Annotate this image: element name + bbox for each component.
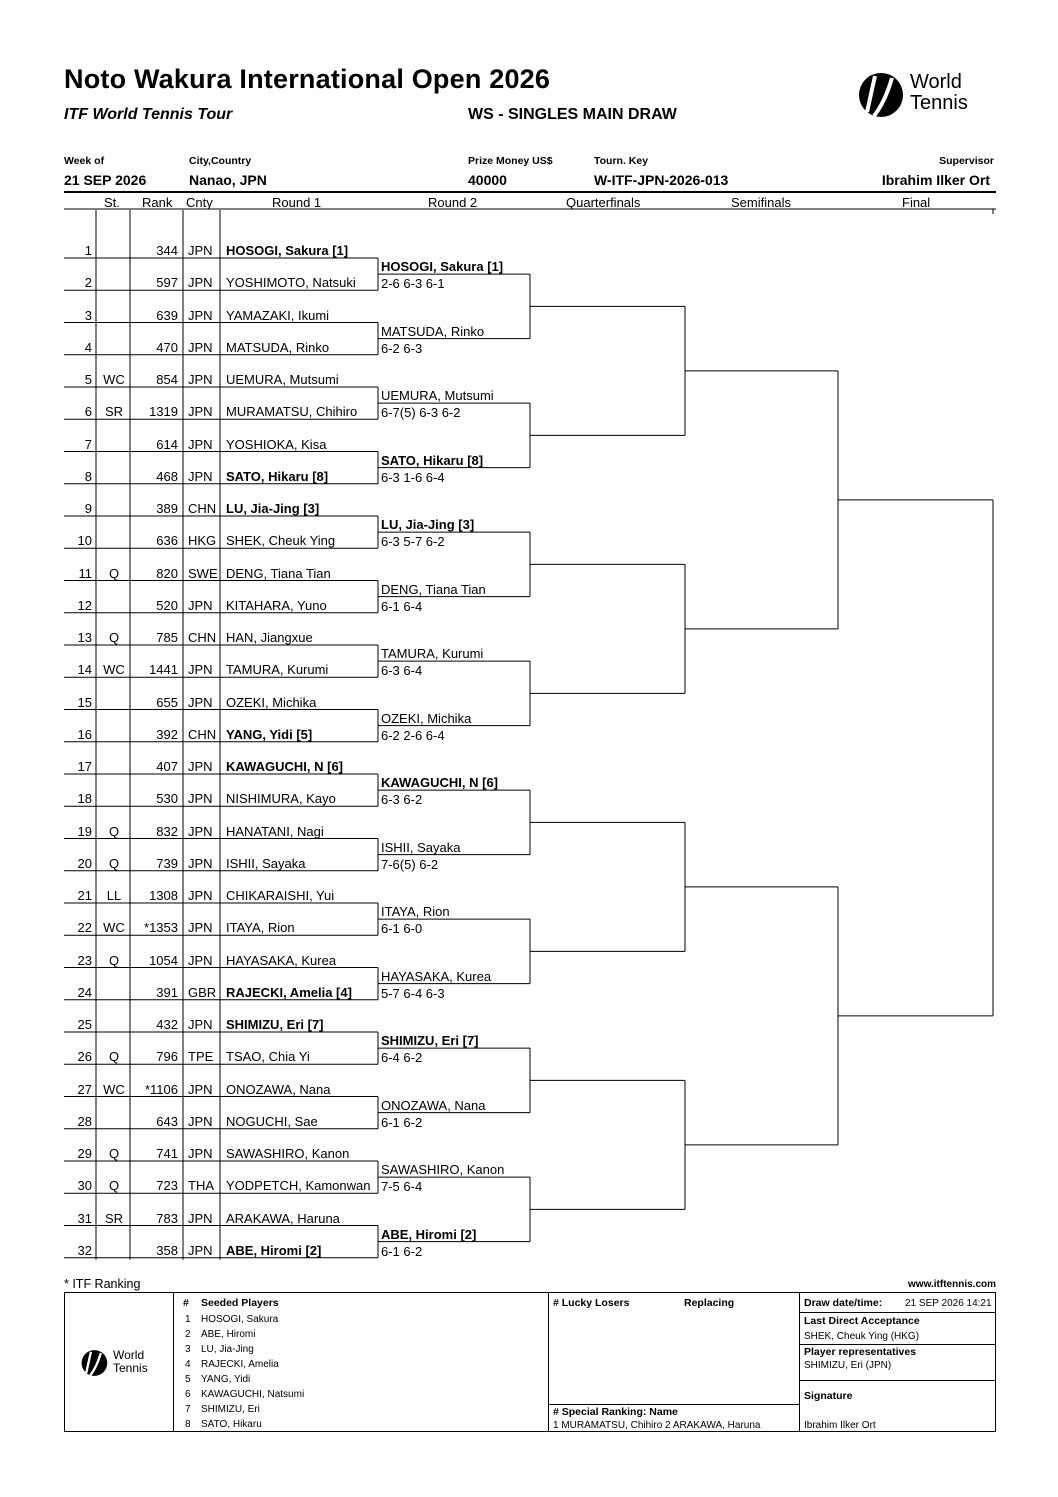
player-rank: 391 [156, 984, 178, 1000]
player-rank: 723 [156, 1178, 178, 1194]
player-rank: 392 [156, 726, 178, 742]
player-rank: 796 [156, 1049, 178, 1065]
entry-status: Q [108, 1146, 120, 1161]
player-name: ONOZAWA, Nana [226, 1081, 331, 1097]
player-name: ITAYA, Rion [226, 920, 295, 936]
itf-ranking-note: * ITF Ranking [64, 1277, 141, 1291]
supervisor-value: Ibrahim Ilker Ort [881, 172, 990, 188]
player-country: JPN [188, 597, 213, 613]
seeded-header: Seeded Players [201, 1297, 279, 1309]
world-tennis-icon [81, 1349, 109, 1377]
special-ranking-header: # Special Ranking: Name [553, 1406, 678, 1418]
player-country: GBR [188, 984, 217, 1000]
player-country: JPN [188, 920, 213, 936]
player-rank: 655 [156, 694, 178, 710]
seed-number: 7 [185, 1404, 191, 1415]
player-name: UEMURA, Mutsumi [226, 372, 339, 387]
player-rank: 520 [156, 597, 178, 613]
player-rank: *1106 [144, 1081, 178, 1097]
player-rank: 783 [156, 1210, 178, 1226]
player-country: JPN [188, 694, 213, 710]
player-country: JPN [188, 1113, 213, 1129]
player-country: JPN [188, 791, 213, 807]
r2-score: 6-1 6-2 [381, 1243, 423, 1259]
r2-winner: KAWAGUCHI, N [6] [381, 775, 498, 791]
entry-status: WC [103, 372, 125, 387]
player-country: HKG [188, 533, 217, 549]
col-rank: Rank [142, 195, 173, 210]
player-rank: 639 [156, 307, 178, 323]
seed-position: 4 [84, 339, 92, 355]
player-rank: 1319 [149, 404, 178, 420]
seed-position: 29 [77, 1146, 92, 1161]
player-rank: 854 [156, 372, 178, 387]
seed-position: 31 [77, 1210, 92, 1226]
seed-name: SHIMIZU, Eri [201, 1404, 260, 1415]
player-rank: 530 [156, 791, 178, 807]
player-name: LU, Jia-Jing [3] [226, 501, 320, 516]
r2-winner: ONOZAWA, Nana [381, 1097, 486, 1113]
player-country: JPN [188, 662, 213, 678]
player-country: JPN [188, 404, 213, 420]
player-name: SAWASHIRO, Kanon [226, 1146, 350, 1161]
seed-position: 10 [77, 533, 92, 549]
prize-value: 40000 [468, 172, 507, 188]
col-semifinals: Semifinals [731, 195, 791, 210]
special-ranking-value: 1 MURAMATSU, Chihiro 2 ARAKAWA, Haruna [553, 1420, 761, 1431]
lda-label: Last Direct Acceptance [804, 1315, 920, 1327]
player-name: NISHIMURA, Kayo [226, 791, 336, 807]
draw-date-value: 21 SEP 2026 14:21 [905, 1298, 992, 1309]
entry-status: Q [108, 1178, 120, 1194]
col-cnty: Cnty [186, 195, 213, 210]
seeded-hash: # [183, 1297, 189, 1309]
week-value: 21 SEP 2026 [64, 172, 147, 188]
page-title: Noto Wakura International Open 2026 [64, 64, 551, 94]
r2-winner: ISHII, Sayaka [381, 839, 461, 855]
player-country: JPN [188, 1017, 213, 1032]
r2-winner: SHIMIZU, Eri [7] [381, 1033, 479, 1049]
city-value: Nanao, JPN [189, 172, 267, 188]
footer-logo [81, 1349, 161, 1379]
player-rank: 1308 [149, 888, 178, 903]
player-country: JPN [188, 275, 213, 291]
player-rank: 643 [156, 1113, 178, 1129]
player-name: CHIKARAISHI, Yui [226, 888, 335, 903]
r2-winner: ABE, Hiromi [2] [381, 1226, 477, 1242]
city-label: City,Country [189, 155, 252, 167]
seed-number: 8 [185, 1419, 191, 1430]
player-name: HAN, Jiangxue [226, 630, 313, 645]
entry-status: Q [108, 630, 120, 645]
player-rank: 358 [156, 1242, 178, 1258]
player-country: SWE [188, 565, 218, 581]
seed-position: 28 [77, 1113, 92, 1129]
r2-score: 7-6(5) 6-2 [381, 856, 439, 872]
r2-winner: TAMURA, Kurumi [381, 646, 484, 662]
draw-date-label: Draw date/time: [804, 1297, 883, 1309]
col-st: St. [104, 195, 120, 210]
player-name: ABE, Hiromi [2] [226, 1242, 322, 1258]
seed-position: 9 [84, 501, 92, 516]
player-rank: 344 [156, 243, 178, 258]
seed-name: LU, Jia-Jing [201, 1344, 254, 1355]
signature-value: Ibrahim Ilker Ort [804, 1420, 876, 1431]
seed-position: 25 [77, 1017, 92, 1032]
player-rank: 468 [156, 468, 178, 484]
player-country: JPN [188, 243, 213, 258]
player-rank: 432 [156, 1017, 178, 1032]
player-name: YOSHIMOTO, Natsuki [226, 275, 356, 291]
player-name: YAMAZAKI, Ikumi [226, 307, 330, 323]
player-rank: 389 [156, 501, 178, 516]
player-country: JPN [188, 436, 213, 452]
player-name: NOGUCHI, Sae [226, 1113, 318, 1129]
player-rank: 1054 [149, 952, 178, 968]
website: www.itftennis.com [908, 1279, 996, 1290]
r2-score: 2-6 6-3 6-1 [381, 276, 445, 292]
seed-position: 2 [84, 275, 92, 291]
r2-score: 6-7(5) 6-3 6-2 [381, 405, 461, 421]
player-name: MURAMATSU, Chihiro [226, 404, 358, 420]
r2-score: 6-2 6-3 [381, 340, 423, 356]
entry-status: WC [103, 1081, 125, 1097]
seed-number: 1 [185, 1314, 191, 1325]
player-rank: 636 [156, 533, 178, 549]
r2-score: 6-1 6-4 [381, 598, 423, 614]
r2-score: 6-1 6-2 [381, 1114, 423, 1130]
entry-status: SR [104, 1210, 124, 1226]
seed-position: 27 [77, 1081, 92, 1097]
player-name: TAMURA, Kurumi [226, 662, 329, 678]
lda-value: SHEK, Cheuk Ying (HKG) [804, 1331, 920, 1342]
key-label: Tourn. Key [594, 155, 649, 167]
seed-position: 12 [77, 597, 92, 613]
r2-score: 6-2 2-6 6-4 [381, 727, 445, 743]
entry-status: WC [103, 662, 125, 678]
player-name: ARAKAWA, Haruna [226, 1210, 340, 1226]
logo-word-1: World [910, 71, 962, 93]
seed-name: ABE, Hiromi [201, 1329, 256, 1340]
r2-score: 6-3 6-2 [381, 792, 423, 808]
lucky-losers-header: # Lucky Losers [553, 1297, 630, 1309]
prize-label: Prize Money US$ [468, 155, 553, 167]
col-quarterfinals: Quarterfinals [566, 195, 641, 210]
r2-winner: HOSOGI, Sakura [1] [381, 259, 504, 275]
player-name: DENG, Tiana Tian [226, 565, 331, 581]
seed-position: 15 [77, 694, 92, 710]
r2-winner: LU, Jia-Jing [3] [381, 517, 475, 533]
seed-position: 1 [84, 243, 92, 258]
seed-position: 5 [84, 372, 92, 387]
seed-position: 16 [77, 726, 92, 742]
entry-status: Q [108, 855, 120, 871]
r2-winner: OZEKI, Michika [381, 710, 472, 726]
seed-name: SATO, Hikaru [201, 1419, 262, 1430]
footer-divider-1 [173, 1293, 174, 1431]
seed-name: KAWAGUCHI, Natsumi [201, 1389, 305, 1400]
seed-position: 22 [77, 920, 92, 936]
footer-logo-word-2: Tennis [113, 1361, 148, 1375]
player-country: JPN [188, 1210, 213, 1226]
player-rank: 597 [156, 275, 178, 291]
player-country: JPN [188, 855, 213, 871]
player-country: CHN [188, 630, 217, 645]
player-country: JPN [188, 339, 213, 355]
player-country: TPE [188, 1049, 214, 1065]
seed-position: 14 [77, 662, 92, 678]
player-name: RAJECKI, Amelia [4] [226, 984, 352, 1000]
r2-winner: HAYASAKA, Kurea [381, 968, 492, 984]
seed-position: 21 [77, 888, 92, 903]
footer-rule-b [799, 1344, 995, 1345]
entry-status: Q [108, 565, 120, 581]
seed-position: 7 [84, 436, 92, 452]
footer-logo-word-1: World [113, 1348, 145, 1362]
week-label: Week of [64, 155, 105, 167]
r2-score: 6-3 5-7 6-2 [381, 534, 445, 550]
player-rank: 614 [156, 436, 178, 452]
seed-name: HOSOGI, Sakura [201, 1314, 279, 1325]
seed-position: 19 [77, 823, 92, 839]
col-round2: Round 2 [428, 195, 478, 210]
player-name: YOSHIOKA, Kisa [226, 436, 327, 452]
footer-divider-3 [799, 1293, 800, 1431]
seed-position: 13 [77, 630, 92, 645]
player-name: SATO, Hikaru [8] [226, 468, 329, 484]
player-name: HAYASAKA, Kurea [226, 952, 337, 968]
entry-status: LL [106, 888, 122, 903]
entry-status: Q [108, 1049, 120, 1065]
col-round1: Round 1 [272, 195, 322, 210]
r2-winner: UEMURA, Mutsumi [381, 388, 494, 404]
player-rank: 820 [156, 565, 178, 581]
player-country: JPN [188, 888, 213, 903]
seed-number: 2 [185, 1329, 191, 1340]
seed-position: 20 [77, 855, 92, 871]
player-rank: *1353 [144, 920, 178, 936]
seed-position: 18 [77, 791, 92, 807]
player-country: JPN [188, 823, 213, 839]
replacing-header: Replacing [684, 1297, 735, 1309]
seed-position: 3 [84, 307, 92, 323]
seed-number: 3 [185, 1344, 191, 1355]
player-name: KITAHARA, Yuno [226, 597, 327, 613]
player-name: YANG, Yidi [5] [226, 726, 313, 742]
supervisor-label: Supervisor [939, 155, 994, 167]
player-country: JPN [188, 1242, 213, 1258]
player-rank: 785 [156, 630, 178, 645]
player-country: JPN [188, 468, 213, 484]
r2-winner: SATO, Hikaru [8] [381, 452, 484, 468]
player-rank: 741 [156, 1146, 178, 1161]
seed-number: 4 [185, 1359, 191, 1370]
footer-rule-a [799, 1312, 995, 1313]
r2-score: 6-1 6-0 [381, 921, 423, 937]
seed-position: 24 [77, 984, 92, 1000]
col-final: Final [902, 195, 931, 210]
player-name: KAWAGUCHI, N [6] [226, 759, 343, 774]
r2-winner: MATSUDA, Rinko [381, 323, 485, 339]
r2-winner: DENG, Tiana Tian [381, 581, 486, 597]
footer-rule-c [799, 1380, 995, 1381]
player-name: OZEKI, Michika [226, 694, 317, 710]
entry-status: WC [103, 920, 125, 936]
seed-position: 30 [77, 1178, 92, 1194]
player-rep-label: Player representatives [804, 1346, 917, 1358]
seed-position: 32 [77, 1242, 92, 1258]
player-name: SHEK, Cheuk Ying [226, 533, 336, 549]
seed-name: RAJECKI, Amelia [201, 1359, 279, 1370]
player-country: JPN [188, 1081, 213, 1097]
player-country: JPN [188, 307, 213, 323]
footer-box [64, 1292, 996, 1432]
footer-divider-2 [548, 1293, 549, 1431]
player-rank: 470 [156, 339, 178, 355]
r2-winner: SAWASHIRO, Kanon [381, 1162, 505, 1178]
seed-name: YANG, Yidi [201, 1374, 251, 1385]
player-name: MATSUDA, Rinko [226, 339, 330, 355]
seed-position: 17 [77, 759, 92, 774]
seed-position: 8 [84, 468, 92, 484]
r2-score: 6-3 1-6 6-4 [381, 469, 445, 485]
player-country: THA [188, 1178, 214, 1194]
player-rank: 1441 [149, 662, 178, 678]
seed-number: 5 [185, 1374, 191, 1385]
seed-number: 6 [185, 1389, 191, 1400]
key-value: W-ITF-JPN-2026-013 [594, 172, 729, 188]
player-name: HOSOGI, Sakura [1] [226, 243, 349, 258]
player-rank: 407 [156, 759, 178, 774]
player-name: ISHII, Sayaka [226, 855, 306, 871]
r2-score: 7-5 6-4 [381, 1179, 423, 1195]
player-name: TSAO, Chia Yi [226, 1049, 310, 1065]
entry-status: SR [104, 404, 124, 420]
entry-status: Q [108, 952, 120, 968]
r2-score: 6-3 6-4 [381, 663, 423, 679]
player-country: JPN [188, 952, 213, 968]
seed-position: 26 [77, 1049, 92, 1065]
player-country: JPN [188, 372, 213, 387]
player-country: CHN [188, 726, 217, 742]
r2-score: 6-4 6-2 [381, 1050, 423, 1066]
draw-type: WS - SINGLES MAIN DRAW [468, 106, 677, 123]
seed-position: 11 [78, 565, 92, 581]
player-name: SHIMIZU, Eri [7] [226, 1017, 324, 1032]
signature-label: Signature [804, 1390, 853, 1402]
player-rank: 832 [156, 823, 178, 839]
logo-word-2: Tennis [910, 92, 968, 114]
footer-sr-rule [548, 1404, 799, 1405]
player-name: YODPETCH, Kamonwan [226, 1178, 371, 1194]
player-country: CHN [188, 501, 217, 516]
entry-status: Q [108, 823, 120, 839]
seed-position: 23 [77, 952, 92, 968]
player-rep-value: SHIMIZU, Eri (JPN) [804, 1360, 892, 1371]
seed-position: 6 [84, 404, 92, 420]
r2-score: 5-7 6-4 6-3 [381, 985, 445, 1001]
player-rank: 739 [156, 855, 178, 871]
tour-subtitle: ITF World Tennis Tour [64, 106, 233, 123]
player-country: JPN [188, 759, 213, 774]
player-country: JPN [188, 1146, 213, 1161]
r2-winner: ITAYA, Rion [381, 904, 450, 920]
player-name: HANATANI, Nagi [226, 823, 324, 839]
